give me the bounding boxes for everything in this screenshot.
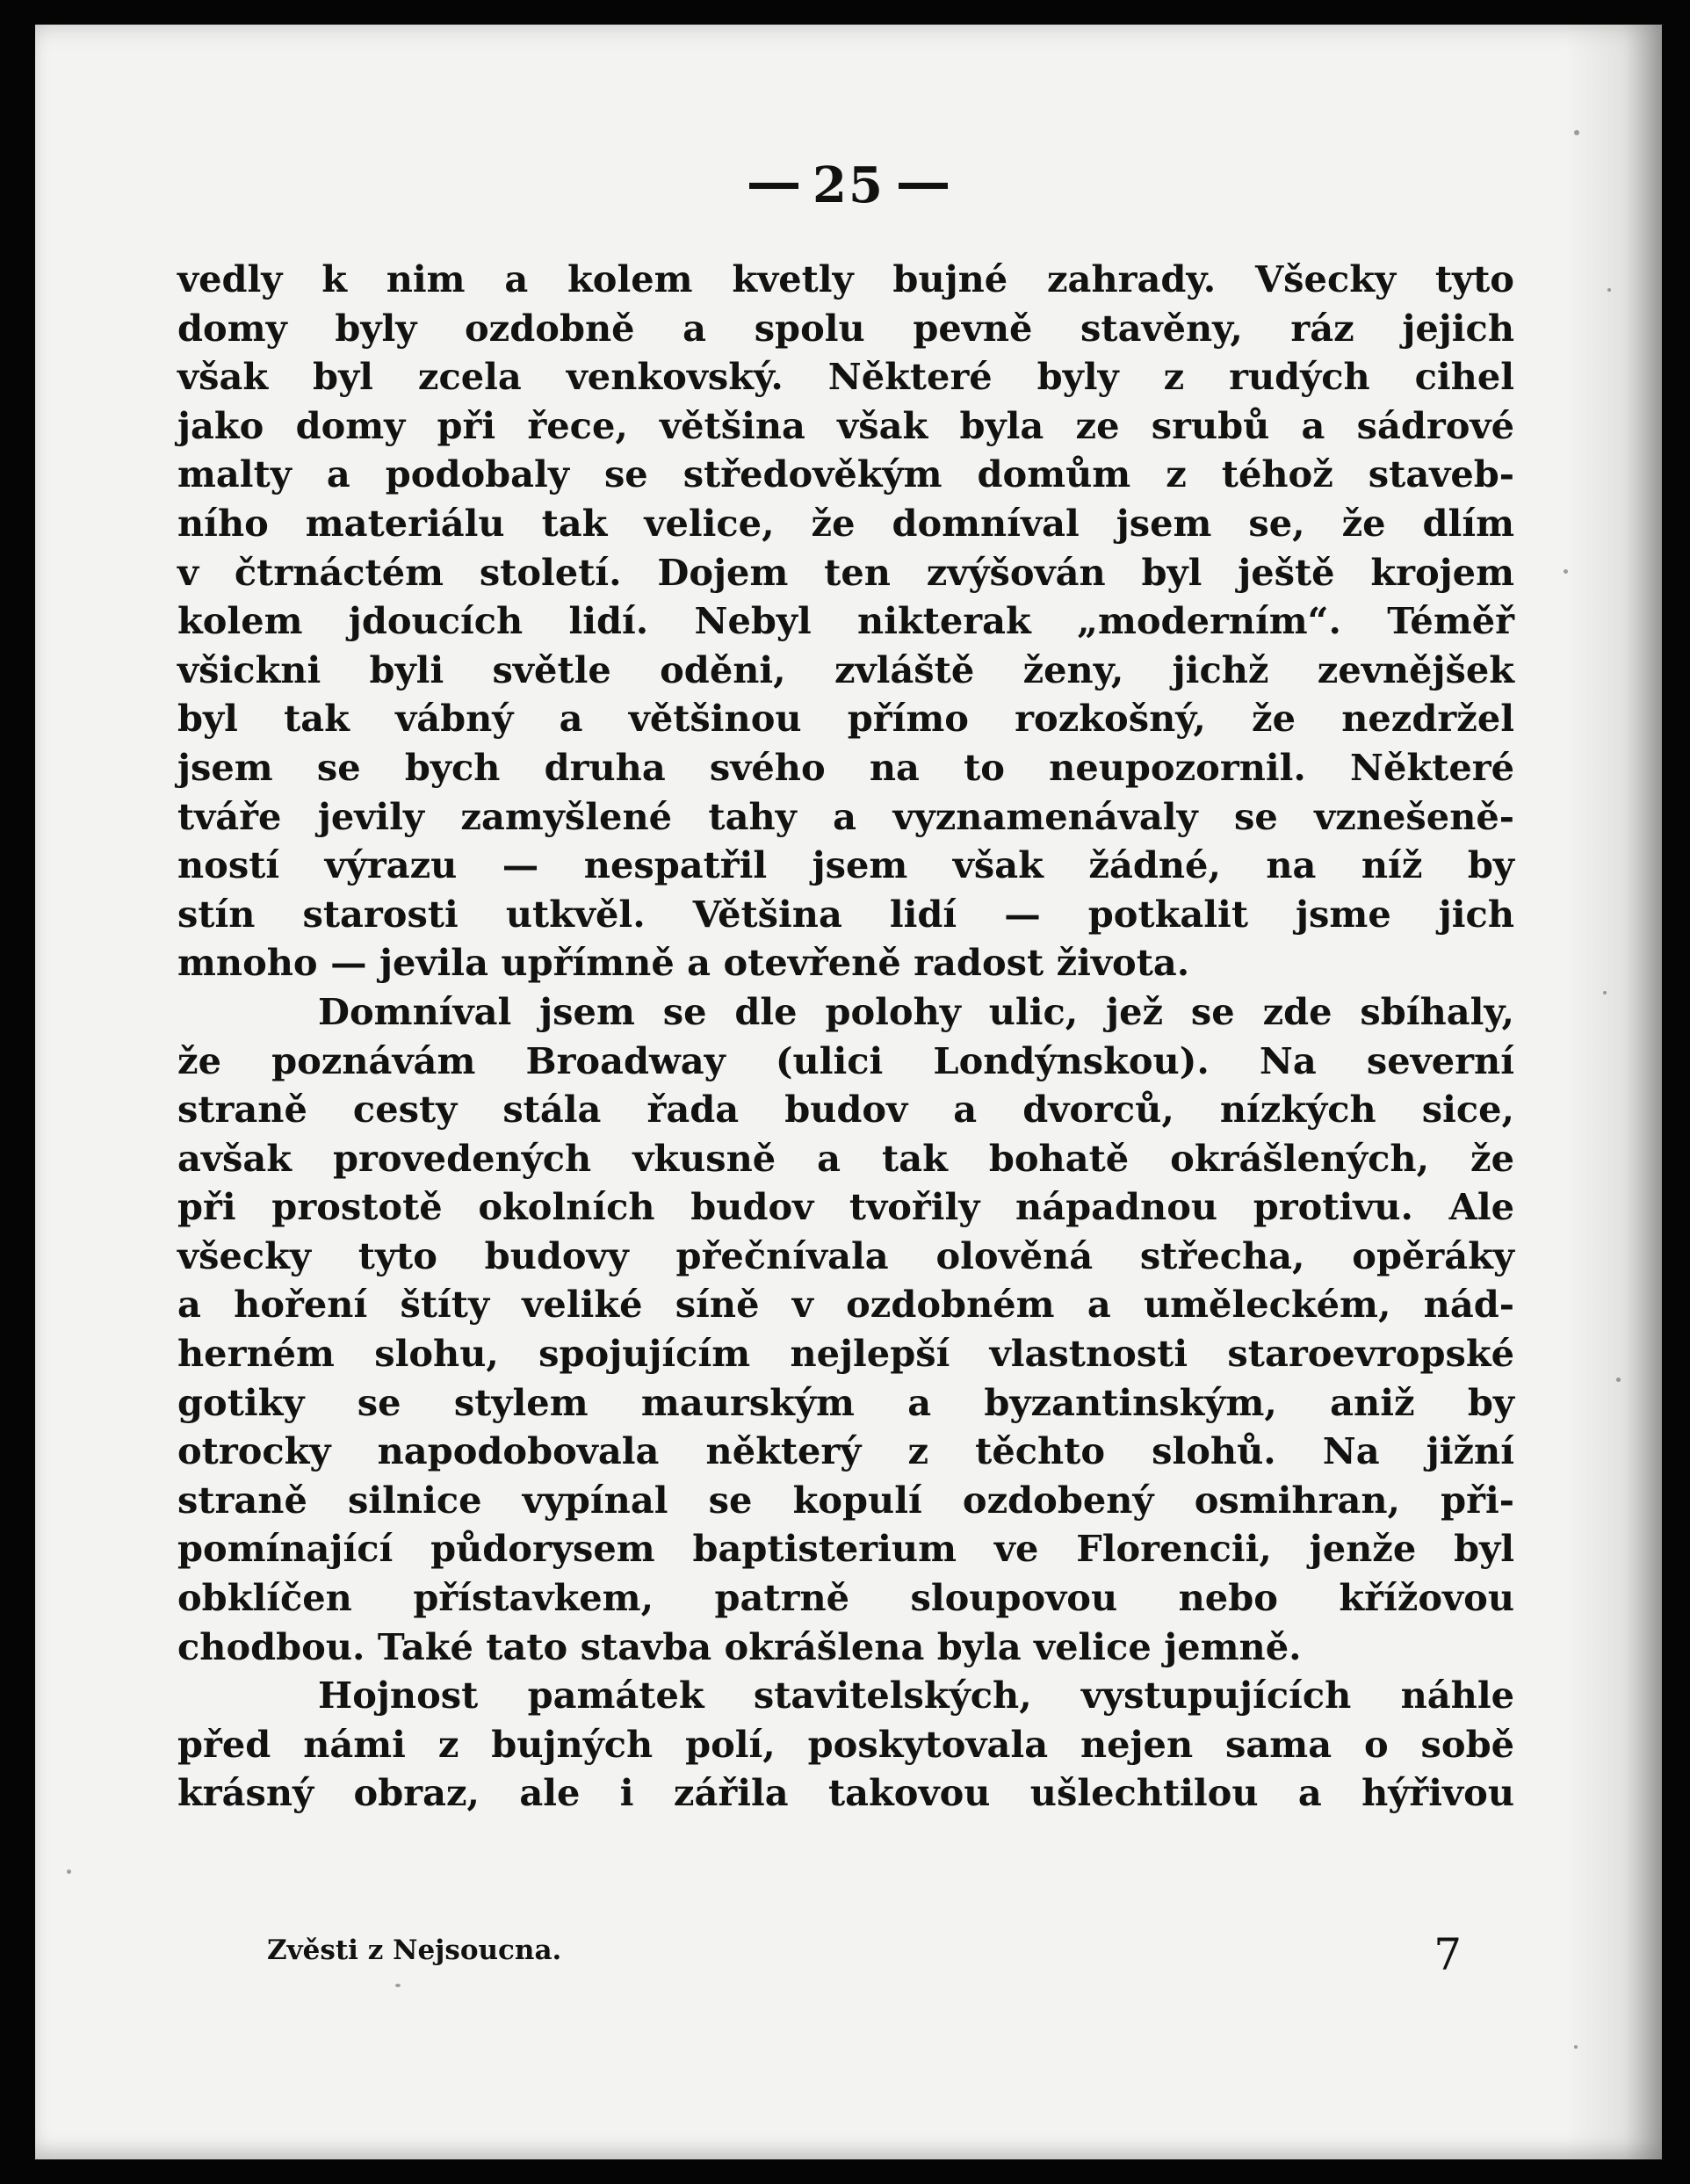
text-line: domy byly ozdobně a spolu pevně stavěny, ráz jejich	[177, 306, 1514, 350]
text-line: straně cesty stála řada budov a dvorců, nízkých sice,	[177, 1088, 1514, 1132]
text-line: otrocky napodobovala některý z těchto slohů. Na jižní	[177, 1429, 1514, 1473]
text-line: obklíčen přístavkem, patrně sloupovou nebo křížovou	[177, 1576, 1514, 1620]
text-line: straně silnice vypínal se kopulí ozdobený osmihran, při-	[177, 1478, 1514, 1522]
scan-speck	[1574, 130, 1579, 135]
sheet-number: 7	[1434, 1929, 1462, 1980]
page-number	[35, 156, 1662, 214]
page-number-left-dash	[749, 183, 798, 189]
scan-speck	[1574, 2045, 1578, 2049]
text-line: jsem se bych druha svého na to neupozornil. Některé	[177, 745, 1514, 789]
body-text	[177, 255, 1514, 1818]
text-line: tváře jevily zamyšlené tahy a vyznamenávaly se vznešeně-	[177, 794, 1514, 838]
text-line: však byl zcela venkovský. Některé byly z rudých cihel	[177, 355, 1514, 399]
scan-speck	[395, 1984, 401, 1987]
text-line: v čtrnáctém století. Dojem ten zvýšován byl ještě krojem	[177, 550, 1514, 594]
text-line: ností výrazu — nespatřil jsem však žádné, na níž by	[177, 843, 1514, 887]
scan-speck	[1564, 569, 1568, 574]
text-line: avšak provedených vkusně a tak bohatě okrášlených, že	[177, 1136, 1514, 1180]
text-line: ního materiálu tak velice, že domníval jsem se, že dlím	[177, 501, 1514, 545]
scan-speck	[1616, 1378, 1621, 1382]
text-line: všecky tyto budovy přečnívala olověná střecha, opěráky	[177, 1233, 1514, 1277]
text-line: Domníval jsem se dle polohy ulic, jež se zde sbíhaly,	[318, 989, 1514, 1033]
scan-speck	[1607, 288, 1611, 292]
text-line: gotiky se stylem maurským a byzantinským, aniž by	[177, 1380, 1514, 1424]
text-line: při prostotě okolních budov tvořily nápadnou protivu. Ale	[177, 1185, 1514, 1229]
page-edge-shadow	[1565, 25, 1662, 2159]
text-line: a hoření štíty veliké síně v ozdobném a uměleckém, nád-	[177, 1283, 1514, 1327]
text-line: herném slohu, spojujícím nejlepší vlastnosti staroevropské	[177, 1332, 1514, 1376]
book-page	[35, 25, 1662, 2159]
text-line: vedly k nim a kolem kvetly bujné zahrady. Všecky tyto	[177, 257, 1514, 300]
page-number-right-dash	[899, 183, 948, 189]
text-line: Hojnost památek stavitelských, vystupujících náhle	[318, 1674, 1514, 1718]
text-line: stín starosti utkvěl. Většina lidí — potkalit jsme jich	[177, 892, 1514, 936]
text-line: před námi z bujných polí, poskytovala nejen sama o sobě	[177, 1722, 1514, 1766]
text-line: pomínající půdorysem baptisterium ve Florencii, jenže byl	[177, 1527, 1514, 1571]
text-line: chodbou. Také tato stavba okrášlena byla velice jemně.	[177, 1624, 1302, 1668]
text-line: že poznávám Broadway (ulici Londýnskou). Na severní	[177, 1038, 1514, 1082]
text-line: mnoho — jevila upřímně a otevřeně radost života.	[177, 941, 1190, 985]
text-line: jako domy při řece, většina však byla ze srubů a sádrové	[177, 403, 1514, 447]
scan-speck	[67, 1869, 71, 1874]
text-line: malty a podobaly se středověkým domům z téhož staveb-	[177, 452, 1514, 496]
text-line: byl tak vábný a většinou přímo rozkošný, že nezdržel	[177, 697, 1514, 741]
text-line: krásný obraz, ale i zářila takovou ušlechtilou a hýřivou	[177, 1771, 1514, 1815]
scan-speck	[1603, 991, 1607, 994]
printer-signature: Zvěsti z Nejsoucna.	[267, 1935, 562, 1966]
page-number-value: 25	[812, 156, 885, 214]
text-line: všickni byli světle oděni, zvláště ženy, jichž zevnějšek	[177, 647, 1514, 691]
page-footer	[267, 1929, 1462, 2000]
text-line: kolem jdoucích lidí. Nebyl nikterak „moderním“. Téměř	[177, 599, 1514, 643]
